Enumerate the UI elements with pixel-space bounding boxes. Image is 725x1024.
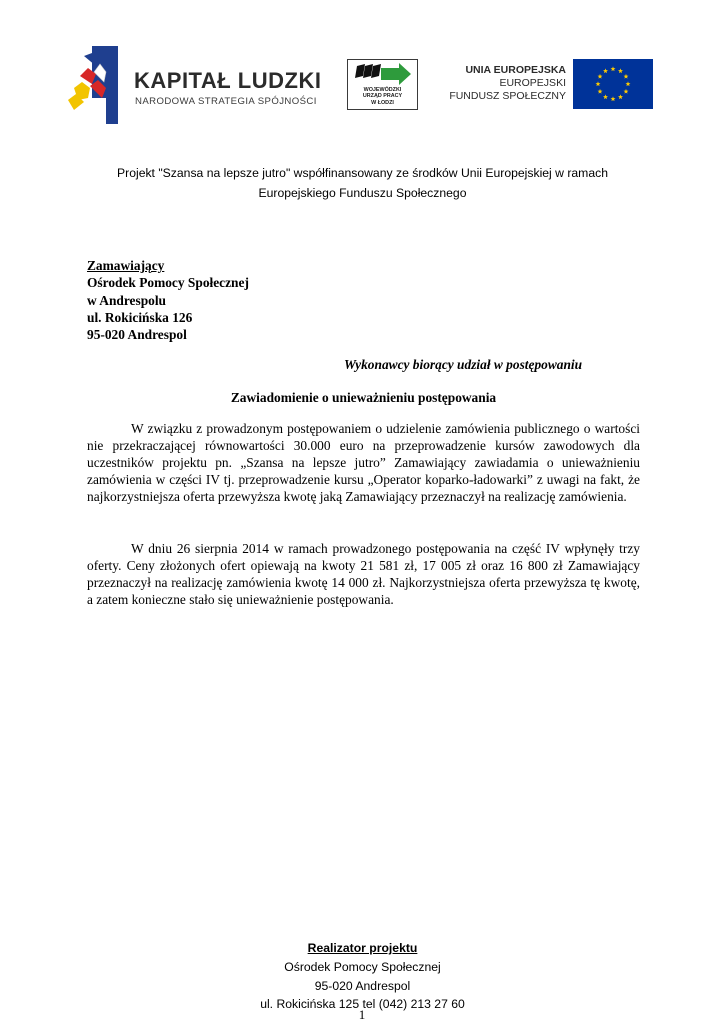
wup-line-1: WOJEWÓDZKI bbox=[363, 87, 402, 93]
wup-line-2: URZĄD PRACY bbox=[362, 93, 403, 100]
kapital-ludzki-subtitle: NARODOWA STRATEGIA SPÓJNOŚCI bbox=[135, 96, 317, 107]
kapital-ludzki-title: KAPITAŁ LUDZKI bbox=[134, 68, 322, 93]
eu-star-icon bbox=[596, 81, 601, 86]
contracting-authority-postal: 95-020 Andrespol bbox=[87, 327, 187, 343]
project-statement bbox=[60, 163, 665, 203]
eu-star-icon bbox=[598, 89, 603, 94]
wup-name bbox=[348, 87, 417, 106]
project-statement-line-1: Projekt "Szansa na lepsze jutro" współfinansowany ze środków Unii Europejskiej w ramach bbox=[117, 166, 608, 180]
wup-arrow-icon bbox=[351, 62, 413, 86]
wup-lodz-logo bbox=[347, 59, 418, 110]
eu-line-1: UNIA EUROPEJSKA bbox=[465, 64, 566, 76]
wup-line-3: W ŁODZI bbox=[371, 99, 394, 106]
eu-star-icon bbox=[618, 94, 623, 99]
eu-star-icon bbox=[626, 81, 631, 86]
eu-flag bbox=[573, 59, 653, 109]
contracting-authority-city: w Andrespolu bbox=[87, 292, 167, 308]
eu-star-icon bbox=[611, 96, 616, 101]
page-number: 1 bbox=[358, 1007, 366, 1022]
footer-postal: 95-020 Andrespol bbox=[314, 978, 411, 993]
document-title: Zawiadomienie o unieważnieniu postępowania bbox=[230, 390, 497, 405]
eu-star-icon bbox=[624, 74, 629, 79]
body-paragraph-2: W dniu 26 sierpnia 2014 w ramach prowadzonego postępowania na część IV wpłynęły trzy oferty. Ceny złożonych ofert opiewają na kwoty 21 581 zł, 17 005 zł oraz 16 800 zł Zamawiający przeznaczył na realizację zamówienia kwotę 14 000 zł. Najkorzystniejsza oferta przewyższa tę kwotę, a zatem konieczne stało się unieważnienie postępowania. bbox=[87, 541, 640, 607]
eu-star-icon bbox=[618, 68, 623, 73]
eu-line-3: FUNDUSZ SPOŁECZNY bbox=[449, 90, 566, 102]
recipients-line: Wykonawcy biorący udział w postępowaniu bbox=[344, 357, 583, 372]
eu-star-icon bbox=[624, 89, 629, 94]
footer-address: ul. Rokicińska 125 tel (042) 213 27 60 bbox=[260, 997, 465, 1012]
eu-star-icon bbox=[603, 94, 608, 99]
footer-block bbox=[160, 939, 565, 1014]
body-paragraph-1: W związku z prowadzonym postępowaniem o udzielenie zamówienia publicznego o wartości nie przekraczającej równowartości 30.000 euro na przeprowadzenie kursów zawodowych dla uczestników projektu pn. „Szansa na lepsze jutro” Zamawiający zawiadamia o unieważnieniu zamówienia w części IV tj. przeprowadzenie kursu „Operator koparko-ładowarki” z uwagi na fakt, że najkorzystniejsza oferta przewyższa kwotę jaką Zamawiający przeznaczył na realizację zamówienia. bbox=[87, 421, 640, 504]
footer-name: Ośrodek Pomocy Społecznej bbox=[284, 959, 441, 974]
contracting-authority-block bbox=[87, 257, 249, 343]
footer-heading: Realizator projektu bbox=[307, 941, 418, 955]
contracting-authority-heading: Zamawiający bbox=[87, 258, 165, 273]
kapital-ludzki-logo bbox=[66, 46, 322, 124]
eu-efs-logo-text bbox=[446, 64, 566, 103]
contracting-authority-street: ul. Rokicińska 126 bbox=[87, 309, 193, 325]
eu-star-icon bbox=[598, 74, 603, 79]
project-statement-line-2: Europejskiego Funduszu Społecznego bbox=[258, 186, 467, 200]
eu-star-icon bbox=[611, 66, 616, 71]
kapital-ludzki-star-icon bbox=[66, 46, 118, 124]
eu-stars-icon bbox=[573, 59, 653, 109]
eu-line-2: EUROPEJSKI bbox=[499, 77, 566, 89]
eu-star-icon bbox=[603, 68, 608, 73]
contracting-authority-name: Ośrodek Pomocy Społecznej bbox=[87, 275, 249, 291]
